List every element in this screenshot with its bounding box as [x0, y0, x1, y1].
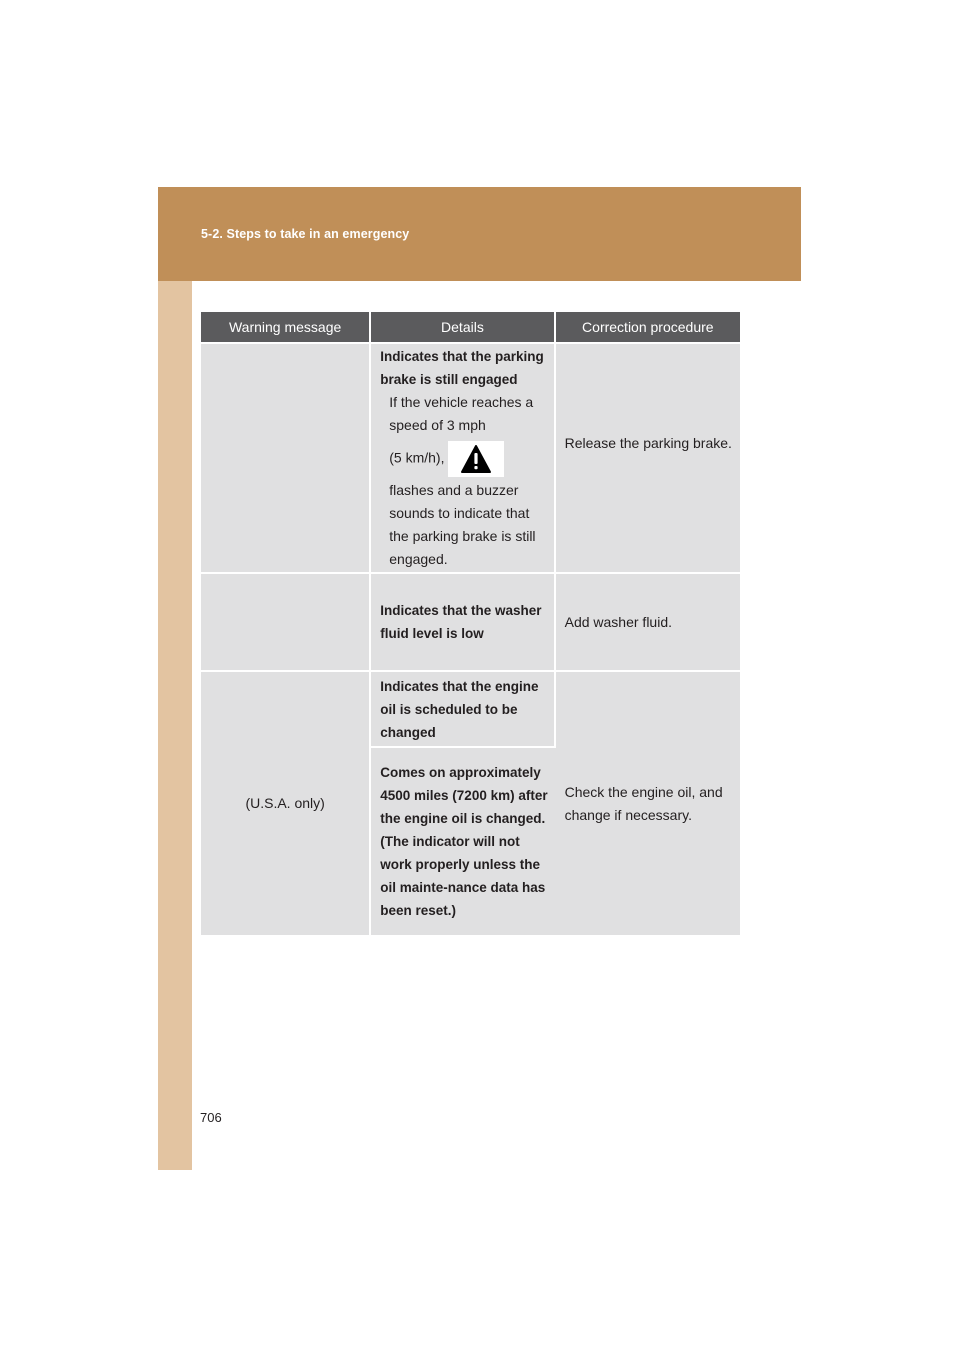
details-cell [370, 343, 554, 573]
header-warning-message: Warning message [201, 312, 370, 343]
details-speed-line [380, 441, 547, 477]
side-strip [158, 187, 192, 1170]
message-cell: (U.S.A. only) [201, 671, 370, 935]
details-title: Indicates that the washer fluid level is low [380, 603, 542, 641]
message-cell [201, 343, 370, 573]
page-number: 706 [200, 1110, 222, 1125]
table-row [201, 573, 740, 671]
warning-table [201, 312, 740, 935]
details-cell [370, 573, 554, 671]
table-row [201, 671, 740, 747]
correction-cell: Release the parking brake. [555, 343, 740, 573]
table-row [201, 343, 740, 573]
details-text: (5 km/h), [389, 449, 445, 466]
details-subcell [370, 747, 554, 935]
message-cell [201, 573, 370, 671]
header-details: Details [370, 312, 554, 343]
correction-cell: Add washer fluid. [555, 573, 740, 671]
table-header-row [201, 312, 740, 343]
warning-triangle-icon [448, 441, 504, 477]
correction-cell: Check the engine oil, and change if necessary. [555, 671, 740, 935]
details-cell [370, 671, 554, 747]
section-title: 5-2. Steps to take in an emergency [201, 227, 410, 241]
details-title: Indicates that the engine oil is scheduled to be changed [380, 678, 539, 740]
header-correction: Correction procedure [555, 312, 740, 343]
details-title: Indicates that the parking brake is still engaged [380, 349, 544, 387]
details-sub-text: Comes on approximately 4500 miles (7200 km) after the engine oil is changed. (The indicator will not work properly unless the oil mainte-nance data has been reset.) [380, 765, 548, 918]
details-text: flashes and a buzzer sounds to indicate that the parking brake is still engaged. [389, 482, 536, 567]
details-text: If the vehicle reaches a speed of 3 mph [389, 394, 534, 433]
